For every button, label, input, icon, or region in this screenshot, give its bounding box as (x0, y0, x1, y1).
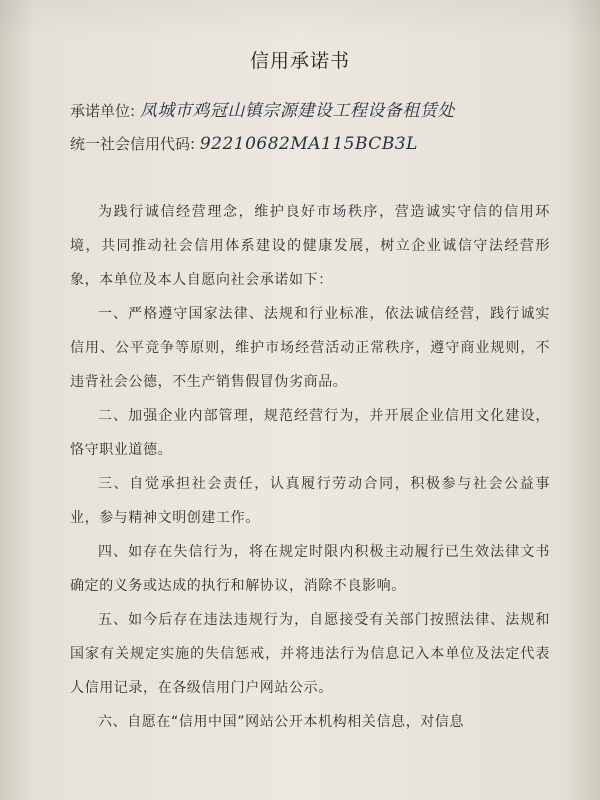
document-title: 信用承诺书 (249, 50, 350, 72)
paragraph-5: 五、如今后存在违法违规行为，自愿接受有关部门按照法律、法规和国家有关规定实施的失信惩戒，并将违法行为信息记入本单位及法定代表人信用记录，在各级信用门户网站公示。 (70, 612, 550, 696)
paragraph-4: 四、如存在失信行为，将在规定时限内积极主动履行已生效法律文书确定的义务或达成的执行和解协议，消除不良影响。 (70, 544, 550, 594)
page-shadow (0, 0, 600, 40)
credit-code-field (70, 133, 418, 154)
unit-label: 承诺单位: (70, 102, 136, 120)
paragraph-6: 六、自愿在“信用中国”网站公开本机构相关信息，对信息 (98, 714, 465, 730)
paragraph-3: 三、自觉承担社会责任，认真履行劳动合同，积极参与社会公益事业，参与精神文明创建工作。 (70, 476, 550, 526)
paragraph-2: 二、加强企业内部管理，规范经营行为，并开展企业信用文化建设，恪守职业道德。 (70, 408, 550, 458)
paragraph-1: 一、严格遵守国家法律、法规和行业标准，依法诚信经营，践行诚实信用、公平竞争等原则，维护市场经营活动正常秩序，遵守商业规则，不违背社会公德，不生产销售假冒伪劣商品。 (70, 306, 550, 390)
paragraph-intro: 为践行诚信经营理念，维护良好市场秩序，营造诚实守信的信用环境，共同推动社会信用体系建设的健康发展，树立企业诚信守法经营形象，本单位及本人自愿向社会承诺如下： (70, 204, 550, 288)
unit-field (70, 96, 455, 121)
document-body (70, 195, 550, 739)
credit-code-value-handwritten: 92210682MA115BCB3L (199, 134, 418, 154)
unit-value-handwritten: 凤城市鸡冠山镇宗源建设工程设备租赁处 (139, 101, 455, 121)
credit-code-label: 统一社会信用代码: (70, 135, 196, 153)
